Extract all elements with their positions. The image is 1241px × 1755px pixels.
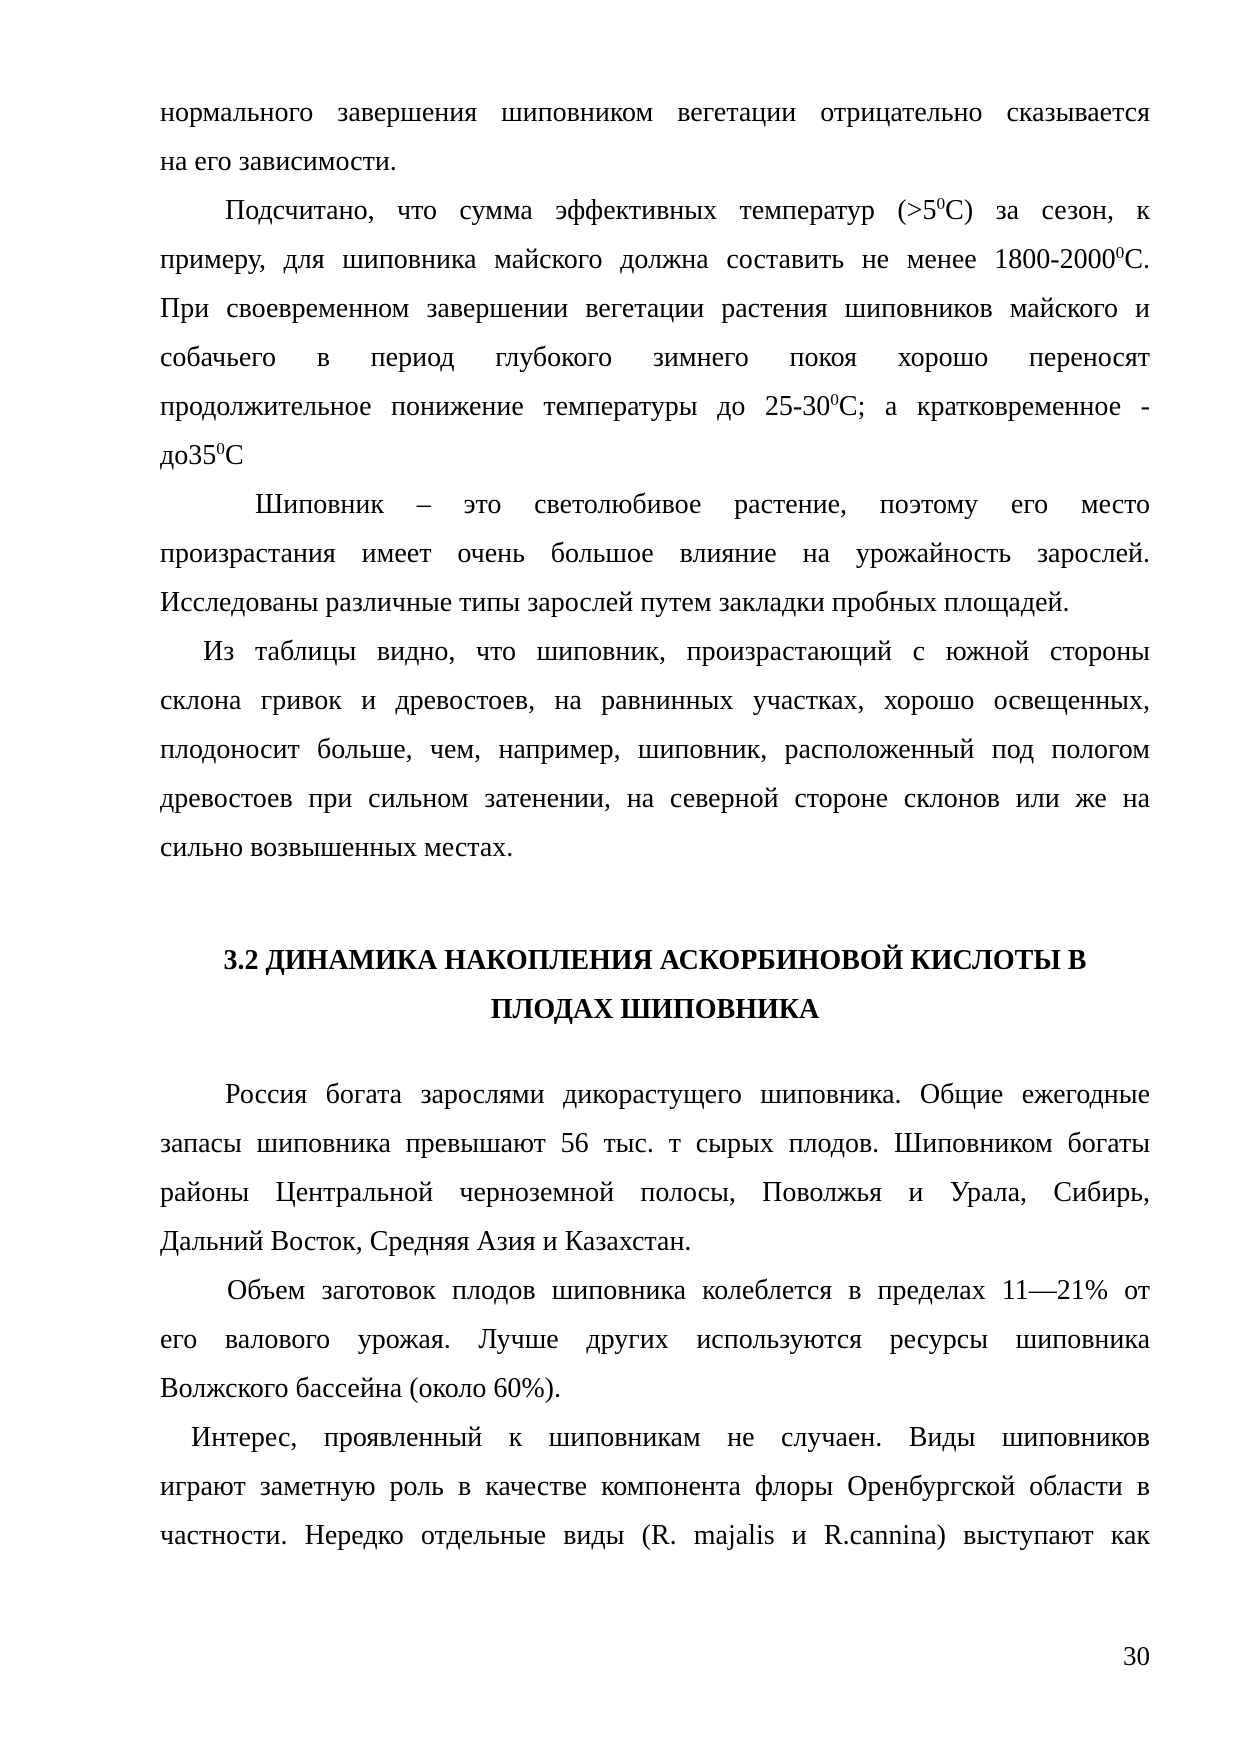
text-line: Россия богата зарослями дикорастущего шиповника. Общие ежегодные xyxy=(225,1079,1150,1110)
page-number: 30 xyxy=(1123,1641,1150,1671)
body-text-bottom xyxy=(160,1070,1150,1560)
text-line: запасы шиповника превышают 56 тыс. т сырых плодов. Шиповником богаты xyxy=(160,1128,1150,1159)
text-line: нормального завершения шиповником вегетации отрицательно сказывается xyxy=(160,97,1150,128)
text-line: При своевременном завершении вегетации растения шиповников майского и xyxy=(160,293,1150,324)
superscript-zero: 0 xyxy=(216,439,225,459)
text-block xyxy=(160,88,1150,1560)
paragraph xyxy=(160,186,1150,480)
paragraph xyxy=(160,627,1150,872)
text-line: на его зависимости. xyxy=(160,146,397,177)
section-heading-line: ПЛОДАХ ШИПОВНИКА xyxy=(490,994,820,1025)
section-heading-line: 3.2 ДИНАМИКА НАКОПЛЕНИЯ АСКОРБИНОВОЙ КИСЛОТЫ В xyxy=(223,945,1087,976)
text-line: примеру, для шиповника майского должна составить не менее 1800-2000$^0$С. xyxy=(160,243,1150,275)
text-line: играют заметную роль в качестве компонента флоры Оренбургской области в xyxy=(160,1471,1150,1502)
text-line: собачьего в период глубокого зимнего покоя хорошо переносят xyxy=(160,342,1150,373)
text-line: Дальний Восток, Средняя Азия и Казахстан. xyxy=(160,1226,692,1257)
text-line: частности. Нередко отдельные виды (R. majalis и R.cannina) выступают как xyxy=(160,1520,1150,1551)
text-line: Объем заготовок плодов шиповника колеблется в пределах 11—21% от xyxy=(227,1275,1150,1306)
text-line: Из таблицы видно, что шиповник, произрастающий с южной стороны xyxy=(203,636,1150,667)
text-line: продолжительное понижение температуры до $25-30^0С$; а кратковременное - xyxy=(160,390,1150,422)
text-line: Исследованы различные типы зарослей путем закладки пробных площадей. xyxy=(160,587,1070,618)
superscript-zero: 0 xyxy=(1115,243,1125,263)
text-line: сильно возвышенных местах. xyxy=(160,832,514,863)
text-line: древостоев при сильном затенении, на северной стороне склонов или же на xyxy=(160,783,1150,814)
text-line: плодоносит больше, чем, например, шиповник, расположенный под пологом xyxy=(160,734,1150,765)
body-text-top xyxy=(160,88,1150,872)
text-line: склона гривок и древостоев, на равнинных участках, хорошо освещенных, xyxy=(160,685,1150,716)
text-line: районы Центральной черноземной полосы, Поволжья и Урала, Сибирь, xyxy=(160,1177,1150,1208)
paragraph xyxy=(160,1070,1150,1266)
text-line: Интерес, проявленный к шиповникам не случаен. Виды шиповников xyxy=(191,1422,1150,1453)
section-heading xyxy=(160,936,1150,1034)
paragraph xyxy=(160,480,1150,627)
text-line: произрастания имеет очень большое влияние на урожайность зарослей. xyxy=(160,538,1150,569)
text-line: Шиповник – это светолюбивое растение, поэтому его место xyxy=(255,489,1150,520)
text-line: его валового урожая. Лучше других используются ресурсы шиповника xyxy=(160,1324,1150,1355)
superscript-zero: 0 xyxy=(830,390,839,410)
paragraph xyxy=(160,1413,1150,1560)
text-line: $до35^0С$ xyxy=(160,439,244,471)
superscript-zero: 0 xyxy=(936,194,946,214)
paragraph xyxy=(160,88,1150,186)
paragraph xyxy=(160,1266,1150,1413)
text-line: Волжского бассейна (около 60%). xyxy=(160,1373,561,1404)
text-line: Подсчитано, что сумма эффективных температур $(>5^0С)$ за сезон, к xyxy=(225,194,1150,226)
